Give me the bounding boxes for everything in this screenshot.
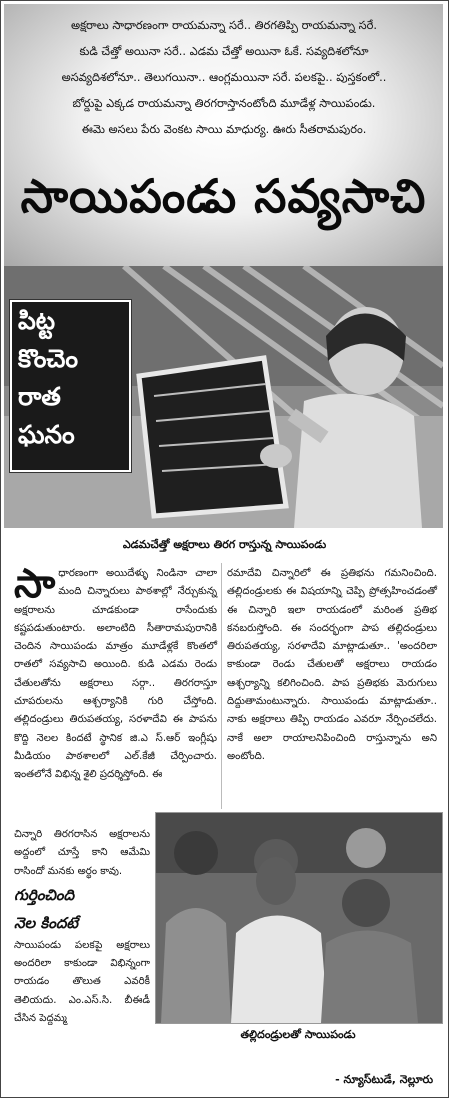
sidebar-line: పిట్ట [18,306,56,335]
column-1-paragraph-3: సాయిపండు పలకపై అక్షరాలు అందరిలా కాకుండా విభిన్నంగా రాయడం తొలుత ఎవరికీ తెలియదు. ఎం.ఎస్.సి. బీఈడీ చేసిన పెద్దమ్మ [14,939,150,1025]
column-2-paragraph: రమాదేవి చిన్నారిలో ఈ ప్రతిభను గమనించింది. తల్లిదండ్రులకు ఈ విషయాన్ని చెప్పి ప్రోత్సహించడంతో ఈ చిన్నారి ఇలా రాయడంలో మరింత ప్రతిభ కనబరుస్తోంది. ఈ సందర్భంగా పాప తల్లిదండ్రులు తిరుపతయ్య, సరళాదేవి మాట్లాడుతూ.. 'అందరిలా కాకుండా రెండు చేతులతో అక్షరాలు రాయడం ఆశ్చర్యాన్ని కలిగించింది. పాప ప్రతిభకు మెరుగులు దిద్దుతామంటున్నారు. సాయిపండు మాట్లాడుతూ.. నాకు అక్షరాలు తిప్పి రాయడం ఎవరూ నేర్పించలేదు. నాకే అలా రాయాలనిపించింది రాస్తున్నాను అని అంటోంది. [227,568,437,762]
sidebar-box [10,300,131,472]
family-photo-caption: తల్లిదండ్రులతో సాయిపండు [240,1028,356,1041]
column-1-bottom [14,826,150,1028]
sidebar-line: కొంచెం [18,344,79,373]
intro-line: అసవ్యదిశలోనూ.. తెలుగయినా.. ఆంగ్లమయినా సరే. పలకపై.. పుస్తకంలో.. [61,70,387,84]
column-1-paragraph-2: చిన్నారి తిరగరాసిన అక్షరాలను అద్దంలో చూస్తే కాని ఆమేమి రాసిందో మనకు అర్థం కావు. [14,829,150,877]
subheading-2: నెల కిందటే [14,913,78,932]
column-divider [221,563,222,809]
column-1-paragraph: ధారణంగా అయిదేళ్ళు నిండినా చాలా మంది చిన్నారులు పాఠశాల్లో నేర్చుకున్న అక్షరాలను చూడకుండా రాసేందుకు కష్టపడుతుంటారు. అలాంటిది సీతారామపురానికి చెందిన సాయిపండు మాత్రం మూడేళ్లకే కొంతలో రాతలో సవ్యసాచి అయింది. కుడి ఎడమ రెండు చేతులతోను అక్షరాలు సర్గా.. తిరగరాస్తూ చూపరులను ఆశ్చర్యానికి గురి చేస్తోంది. తల్లిదండ్రులు తిరుపతయ్య, సరళాదేవి ఈ పాపను కొద్ది నెలల కిందటే స్థానిక జి.ఎ స్.ఆర్ ఇంగ్లీషు మీడియం పాఠశాలలో ఎల్.కేజీ చేర్పించారు. ఇంతలోనే విభిన్న శైలి ప్రదర్శిస్తోంది. ఈ [14,568,217,781]
column-1-top [14,561,217,785]
sidebar-line: రాత [18,382,61,411]
sidebar-line: ఘనం [18,420,75,449]
drop-cap: సా [14,561,56,607]
photo-family [155,812,443,1024]
headline: సాయిపండు సవ్యసాచి [20,169,427,223]
intro-line: బోర్డుపై ఎక్కడ రాయమన్నా తిరగరాస్తానంటోంది మూడేళ్ల సాయిపండు. [72,96,376,110]
intro-line: కుడి చేత్తో అయినా సరే.. ఎడమ చేత్తో అయినా ఓకే. సవ్యదిశలోనూ [79,44,369,58]
article-header [4,4,443,266]
credit-line: - న్యూస్‌టుడే, నెల్లూరు [335,1073,433,1086]
photo-caption: ఎడమచేత్తో అక్షరాలు తిరగ రాస్తున్న సాయిపండు [122,538,327,551]
subheading-1: గుర్తించింది [14,885,75,904]
column-2 [227,565,437,766]
intro-line: అక్షరాలు సాధారణంగా రాయమన్నా సరే.. తిరగతిప్పి రాయమన్నా సరే. [70,18,378,32]
intro-line: ఈమె అసలు పేరు వెంకట సాయి మాధుర్య. ఊరు సీతరామపురం. [81,122,367,136]
intro-text [14,12,434,142]
